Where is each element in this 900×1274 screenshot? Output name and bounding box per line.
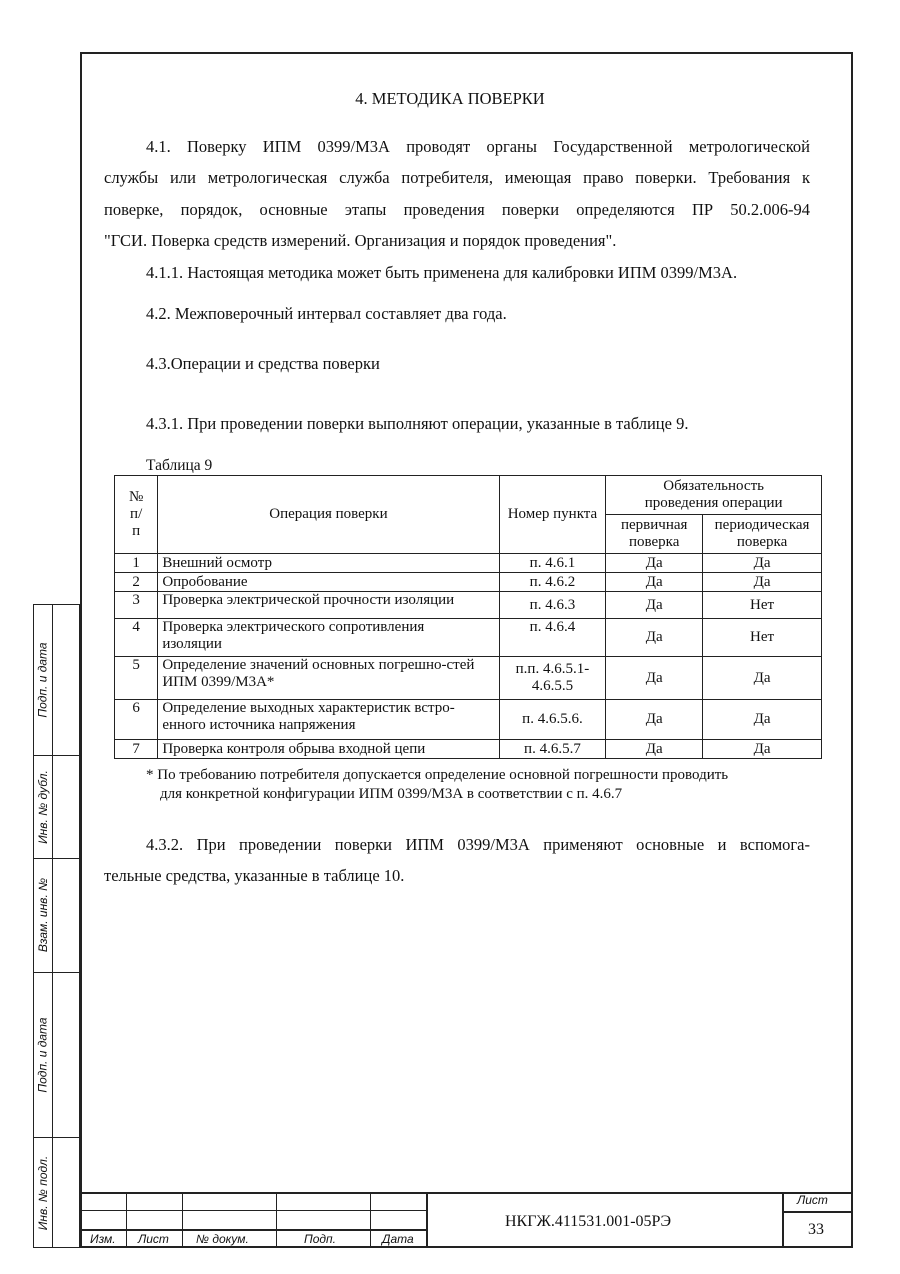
cell-periodic: Да <box>703 573 822 592</box>
footnote-line-2: для конкретной конфигурации ИПМ 0399/М3А в соответствии с п. 4.6.7 <box>160 786 623 802</box>
paragraph-4-3-2-line-1: 4.3.2. При проведении поверки ИПМ 0399/М3А применяют основные и вспомога- <box>146 835 810 854</box>
table-row <box>115 592 822 619</box>
cell-primary: Да <box>606 619 703 657</box>
paragraph-4-3-1: 4.3.1. При проведении поверки выполняют операции, указанные в таблице 9. <box>146 414 689 433</box>
cell-primary: Да <box>606 592 703 619</box>
header-num: № п/п <box>115 476 158 554</box>
document-code: НКГЖ.411531.001-05РЭ <box>505 1213 672 1230</box>
cell-operation: Опробование <box>158 573 499 592</box>
tb-col-signature: Подп. <box>304 1232 336 1246</box>
tb-col-doc-number: № докум. <box>196 1232 249 1246</box>
paragraph-4-1-line-3: поверке, порядок, основные этапы проведения поверки определяются ПР 50.2.006-94 <box>104 200 810 219</box>
cell-periodic: Да <box>703 657 822 700</box>
header-operation: Операция поверки <box>158 476 499 554</box>
table-caption: Таблица 9 <box>146 457 213 474</box>
cell-primary: Да <box>606 700 703 740</box>
side-label-replace-inv: Взам. инв. № <box>36 877 51 953</box>
cell-primary: Да <box>606 554 703 573</box>
title-block <box>80 1192 853 1248</box>
cell-primary: Да <box>606 573 703 592</box>
cell-periodic: Да <box>703 554 822 573</box>
cell-num: 6 <box>115 700 158 740</box>
cell-num: 1 <box>115 554 158 573</box>
cell-operation: Проверка электрического сопротивления изоляции <box>158 619 499 657</box>
cell-item: п. 4.6.5.7 <box>499 740 606 759</box>
header-periodic: периодическая поверка <box>703 515 822 554</box>
side-label-sign-date-2: Подп. и дата <box>36 1016 50 1093</box>
paragraph-4-1-1: 4.1.1. Настоящая методика может быть применена для калибровки ИПМ 0399/М3А. <box>146 263 738 282</box>
sheet-label: Лист <box>797 1193 828 1207</box>
paragraph-4-1-line-1: 4.1. Поверку ИПМ 0399/М3А проводят органы Государственной метрологической <box>146 137 810 156</box>
side-label-sign-date-1: Подп. и дата <box>36 642 50 718</box>
paragraph-4-1-line-4: "ГСИ. Поверка средств измерений. Организация и порядок проведения". <box>104 231 617 250</box>
cell-primary: Да <box>606 740 703 759</box>
cell-item: п. 4.6.4 <box>499 619 606 657</box>
cell-operation: Проверка электрической прочности изоляции <box>158 592 499 619</box>
cell-item: п. 4.6.5.6. <box>499 700 606 740</box>
cell-num: 4 <box>115 619 158 657</box>
paragraph-4-3: 4.3.Операции и средства поверки <box>146 354 380 373</box>
table-row <box>115 554 822 573</box>
table-row <box>115 700 822 740</box>
cell-operation: Проверка контроля обрыва входной цепи <box>158 740 499 759</box>
table-9 <box>114 475 822 759</box>
table-row <box>115 657 822 700</box>
side-label-orig-inv: Инв. № подл. <box>36 1155 50 1231</box>
cell-num: 3 <box>115 592 158 619</box>
page-number: 33 <box>808 1221 824 1238</box>
paragraph-4-3-2-line-2: тельные средства, указанные в таблице 10. <box>104 866 405 885</box>
side-stamp-column <box>33 604 80 1248</box>
cell-periodic: Да <box>703 740 822 759</box>
cell-num: 2 <box>115 573 158 592</box>
table-row <box>115 619 822 657</box>
cell-item: п.п. 4.6.5.1-4.6.5.5 <box>499 657 606 700</box>
tb-col-sheet: Лист <box>138 1232 169 1246</box>
cell-item: п. 4.6.3 <box>499 592 606 619</box>
cell-periodic: Нет <box>703 592 822 619</box>
cell-periodic: Да <box>703 700 822 740</box>
header-mandatory: Обязательность проведения операции <box>606 476 822 515</box>
table-row <box>115 740 822 759</box>
section-title: 4. МЕТОДИКА ПОВЕРКИ <box>355 89 545 108</box>
tb-col-change: Изм. <box>90 1232 116 1246</box>
cell-num: 7 <box>115 740 158 759</box>
paragraph-4-2: 4.2. Межповерочный интервал составляет два года. <box>146 304 507 323</box>
cell-num: 5 <box>115 657 158 700</box>
cell-item: п. 4.6.2 <box>499 573 606 592</box>
cell-operation: Определение выходных характеристик встро-енного источника напряжения <box>158 700 499 740</box>
paragraph-4-1-line-2: службы или метрологическая служба потребителя, имеющая право поверки. Требования к <box>104 168 810 187</box>
footnote-line-1: * По требованию потребителя допускается определение основной погрешности проводить <box>146 767 729 783</box>
header-primary: первичная поверка <box>606 515 703 554</box>
side-label-dup-inv: Инв. № дубл. <box>36 769 50 844</box>
header-item: Номер пункта <box>499 476 606 554</box>
cell-operation: Внешний осмотр <box>158 554 499 573</box>
cell-periodic: Нет <box>703 619 822 657</box>
cell-operation: Определение значений основных погрешно-стей ИПМ 0399/М3А* <box>158 657 499 700</box>
table-row <box>115 573 822 592</box>
cell-item: п. 4.6.1 <box>499 554 606 573</box>
cell-primary: Да <box>606 657 703 700</box>
tb-col-date: Дата <box>382 1232 414 1246</box>
